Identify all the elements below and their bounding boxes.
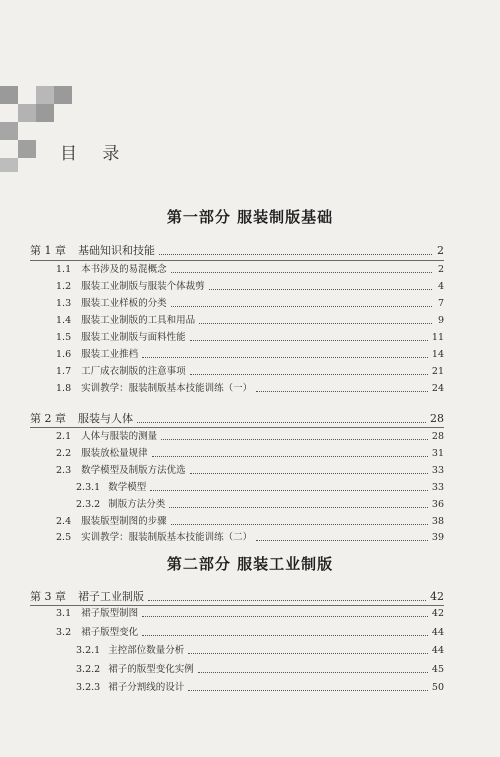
subsection-title: 主控部位数量分析 [108, 645, 185, 656]
section-number: 1.7 [56, 366, 72, 377]
section-entry[interactable] [56, 429, 444, 444]
section-entry[interactable] [56, 463, 444, 478]
leader-dots [256, 390, 428, 392]
section-number: 2.1 [56, 431, 72, 442]
subsection-number: 3.2.2 [76, 664, 101, 675]
page-number: 14 [431, 349, 444, 360]
leader-dots [152, 455, 428, 457]
toc-title: 目 录 [60, 144, 130, 164]
decor-square-5 [0, 122, 18, 140]
leader-dots [256, 539, 428, 541]
decor-square-2 [18, 104, 36, 122]
page-number: 33 [431, 465, 444, 476]
subsection-entry[interactable] [76, 480, 444, 495]
decor-square-8 [0, 158, 18, 172]
leader-dots [171, 305, 432, 307]
chapter-title: 基础知识和技能 [78, 244, 155, 257]
decor-square-1 [0, 86, 18, 104]
leader-dots [171, 523, 428, 525]
section-entry[interactable] [56, 313, 444, 328]
page-number: 24 [431, 383, 444, 394]
leader-dots [190, 373, 428, 375]
section-title: 数学模型及制版方法优选 [81, 465, 186, 476]
decor-square-4 [54, 86, 72, 104]
page-number: 45 [431, 664, 444, 675]
section-number: 1.6 [56, 349, 72, 360]
section-title: 服装放松量规律 [81, 448, 148, 459]
page-number: 44 [431, 627, 444, 638]
section-title: 服装工业推档 [81, 349, 139, 360]
section-number: 1.5 [56, 332, 72, 343]
page-number: 11 [431, 332, 444, 343]
section-entry[interactable] [56, 330, 444, 345]
leader-dots [198, 671, 428, 673]
chapter-entry[interactable] [30, 588, 444, 605]
leader-dots [199, 322, 432, 324]
section-number: 3.1 [56, 608, 72, 619]
decor-square-7 [18, 140, 36, 158]
section-title: 实训教学：服装制版基本技能训练（二） [81, 532, 253, 543]
section-title: 服装工业制版的工具和用品 [81, 315, 196, 326]
leader-dots [188, 689, 428, 691]
chapter-rule [30, 427, 444, 428]
leader-dots [159, 253, 432, 255]
chapter-number: 第 3 章 [30, 590, 66, 603]
section-number: 2.5 [56, 532, 72, 543]
section-number: 2.4 [56, 516, 72, 527]
leader-dots [169, 506, 428, 508]
leader-dots [209, 288, 432, 290]
decor-square-6 [36, 104, 54, 122]
section-entry[interactable] [56, 296, 444, 311]
section-title: 服装工业样板的分类 [81, 298, 167, 309]
section-number: 2.3 [56, 465, 72, 476]
page-number: 21 [431, 366, 444, 377]
section-number: 1.4 [56, 315, 72, 326]
section-title: 服装工业制版与面料性能 [81, 332, 186, 343]
subsection-title: 裙子的版型变化实例 [108, 664, 194, 675]
section-title: 实训教学：服装制版基本技能训练（一） [81, 383, 253, 394]
subsection-title: 数学模型 [108, 482, 147, 493]
section-number: 1.8 [56, 383, 72, 394]
leader-dots [188, 652, 428, 654]
chapter-entry[interactable] [30, 242, 444, 259]
subsection-number: 2.3.1 [76, 482, 101, 493]
leader-dots [142, 634, 428, 636]
leader-dots [148, 599, 426, 601]
chapter-entry[interactable] [30, 410, 444, 427]
chapter-number: 第 2 章 [30, 412, 66, 425]
subsection-entry[interactable] [76, 680, 444, 695]
subsection-entry[interactable] [76, 497, 444, 512]
section-entry[interactable] [56, 514, 444, 529]
chapter-number: 第 1 章 [30, 244, 66, 257]
chapter-title: 服装与人体 [78, 412, 133, 425]
page-number: 28 [431, 431, 444, 442]
page-number: 39 [431, 532, 444, 543]
page-number: 2 [437, 264, 444, 275]
page-number: 50 [431, 682, 444, 693]
section-entry[interactable] [56, 446, 444, 461]
subsection-title: 制版方法分类 [108, 499, 166, 510]
leader-dots [142, 615, 428, 617]
leader-dots [142, 356, 428, 358]
page-number: 2 [437, 244, 444, 257]
section-number: 1.3 [56, 298, 72, 309]
part-title: 第二部分 服装工业制版 [166, 555, 334, 573]
chapter-rule [30, 260, 444, 261]
leader-dots [190, 472, 428, 474]
page-number: 28 [430, 412, 444, 425]
section-title: 服装工业制版与服装个体裁剪 [81, 281, 205, 292]
page-number: 7 [437, 298, 444, 309]
leader-dots [161, 438, 428, 440]
page-number: 33 [431, 482, 444, 493]
section-entry[interactable] [56, 606, 444, 621]
subsection-entry[interactable] [76, 643, 444, 658]
section-title: 裙子版型制图 [81, 608, 139, 619]
section-title: 工厂成衣制版的注意事项 [81, 366, 186, 377]
page-number: 9 [437, 315, 444, 326]
page-number: 36 [431, 499, 444, 510]
page-number: 44 [431, 645, 444, 656]
section-entry[interactable] [56, 262, 444, 277]
section-number: 2.2 [56, 448, 72, 459]
page-number: 38 [431, 516, 444, 527]
part-title: 第一部分 服装制版基础 [166, 208, 334, 226]
section-title: 服装版型制图的步骤 [81, 516, 167, 527]
leader-dots [190, 339, 428, 341]
subsection-entry[interactable] [76, 662, 444, 677]
subsection-number: 3.2.3 [76, 682, 101, 693]
page-number: 42 [431, 608, 444, 619]
leader-dots [171, 271, 432, 273]
subsection-number: 3.2.1 [76, 645, 101, 656]
section-entry[interactable] [56, 625, 444, 640]
section-number: 1.1 [56, 264, 72, 275]
section-entry[interactable] [56, 364, 444, 379]
subsection-title: 裙子分割线的设计 [108, 682, 185, 693]
section-number: 1.2 [56, 281, 72, 292]
section-title: 裙子版型变化 [81, 627, 139, 638]
decor-square-3 [36, 86, 54, 104]
section-entry[interactable] [56, 530, 444, 545]
leader-dots [150, 489, 428, 491]
leader-dots [137, 421, 426, 423]
section-title: 本书涉及的易混概念 [81, 264, 167, 275]
section-number: 3.2 [56, 627, 72, 638]
chapter-title: 裙子工业制版 [78, 590, 144, 603]
subsection-number: 2.3.2 [76, 499, 101, 510]
section-entry[interactable] [56, 381, 444, 396]
section-title: 人体与服装的测量 [81, 431, 158, 442]
page-number: 31 [431, 448, 444, 459]
page-number: 42 [430, 590, 444, 603]
section-entry[interactable] [56, 347, 444, 362]
section-entry[interactable] [56, 279, 444, 294]
page-number: 4 [437, 281, 444, 292]
